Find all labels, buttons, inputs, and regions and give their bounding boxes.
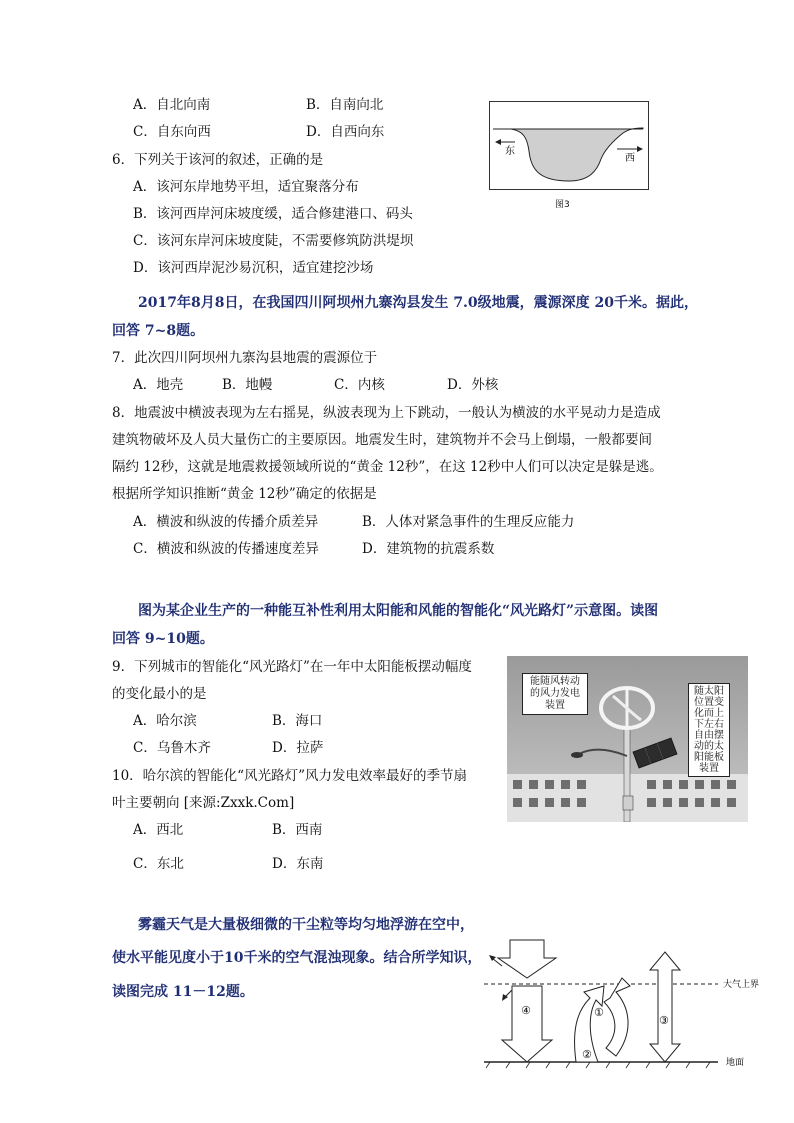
q7-option-c: C．内核 bbox=[334, 377, 385, 393]
q6-option-d: D．该河西岸泥沙易沉积，适宜建挖沙场 bbox=[133, 260, 374, 276]
intro-lamp-line2: 回答 9~10题。 bbox=[112, 631, 214, 647]
q8-option-d: D．建筑物的抗震系数 bbox=[362, 541, 495, 557]
marker-1: ① bbox=[594, 1006, 604, 1019]
q5-option-d: D．自西向东 bbox=[306, 124, 385, 140]
q8-option-c: C．横波和纵波的传播速度差异 bbox=[133, 541, 319, 557]
east-label: 东 bbox=[505, 146, 515, 157]
q8-line4: 根据所学知识推断“黄金 12秒”确定的依据是 bbox=[112, 486, 377, 502]
q9-line1: 9．下列城市的智能化“风光路灯”在一年中太阳能板摆动幅度 bbox=[112, 659, 472, 675]
ground-label: 地面 bbox=[726, 1058, 745, 1068]
q8-line1: 8．地震波中横波表现为左右摇晃，纵波表现为上下跳动，一般认为横波的水平晃动力是造成 bbox=[112, 405, 661, 421]
q10-option-a: A．西北 bbox=[133, 822, 184, 838]
marker-2: ② bbox=[582, 1048, 592, 1061]
q9-option-d: D．拉萨 bbox=[272, 740, 324, 756]
q7-option-a: A．地壳 bbox=[133, 377, 184, 393]
q6-stem: 6．下列关于该河的叙述，正确的是 bbox=[112, 152, 324, 168]
q9-option-b: B．海口 bbox=[272, 713, 323, 729]
q6-option-c: C．该河东岸河床坡度陡，不需要修筑防洪堤坝 bbox=[133, 233, 414, 249]
q5-option-a: A．自北向南 bbox=[133, 97, 211, 113]
atmosphere-radiation-diagram bbox=[480, 936, 760, 1072]
upper-boundary-label: 大气上界 bbox=[723, 980, 760, 990]
intro-haze-line2: 使水平能见度小于10千米的空气混浊现象。结合所学知识， bbox=[112, 950, 482, 966]
wind-turbine-label: 能随风转动的风力发电装置 bbox=[522, 673, 588, 715]
q9-option-c: C．乌鲁木齐 bbox=[133, 740, 211, 756]
q10-option-b: B．西南 bbox=[272, 822, 323, 838]
q8-line3: 隔约 12秒，这就是地震救援领域所说的“黄金 12秒”，在这 12秒中人们可以决定是躲是逃。 bbox=[112, 459, 663, 475]
intro-lamp-line1: 图为某企业生产的一种能互补性利用太阳能和风能的智能化“风光路灯”示意图。读图 bbox=[138, 603, 659, 619]
q10-line1: 10．哈尔滨的智能化“风光路灯”风力发电效率最好的季节扇 bbox=[112, 768, 467, 784]
q8-option-b: B．人体对紧急事件的生理反应能力 bbox=[362, 514, 575, 530]
intro-quake-line1: 2017年8月8日，在我国四川阿坝州九寨沟县发生 7.0级地震，震源深度 20千米。据此， bbox=[138, 295, 699, 311]
solar-panel-label: 随太阳位置变化而上下左右自由摆动的太阳能板装置 bbox=[688, 683, 730, 777]
q6-option-b: B．该河西岸河床坡度缓，适合修建港口、码头 bbox=[133, 206, 413, 222]
q10-option-d: D．东南 bbox=[272, 856, 324, 872]
q5-option-c: C．自东向西 bbox=[133, 124, 211, 140]
figure-3-caption: 图3 bbox=[555, 200, 570, 210]
q9-option-a: A．哈尔滨 bbox=[133, 713, 197, 729]
q9-line2: 的变化最小的是 bbox=[112, 686, 207, 702]
q5-option-b: B．自南向北 bbox=[306, 97, 384, 113]
q10-option-c: C．东北 bbox=[133, 856, 184, 872]
marker-3: ③ bbox=[659, 1014, 669, 1027]
q7-stem: 7．此次四川阿坝州九寨沟县地震的震源位于 bbox=[112, 350, 378, 366]
q7-option-d: D．外核 bbox=[447, 377, 499, 393]
q6-option-a: A．该河东岸地势平坦，适宜聚落分布 bbox=[133, 179, 359, 195]
q10-line2: 叶主要朝向 [来源:Zxxk.Com] bbox=[112, 795, 295, 811]
figure-3-river-cross-section bbox=[489, 101, 649, 191]
intro-quake-line2: 回答 7~8题。 bbox=[112, 323, 205, 339]
intro-haze-line1: 雾霾天气是大量极细微的干尘粒等均匀地浮游在空中， bbox=[138, 917, 474, 933]
q8-option-a: A．横波和纵波的传播介质差异 bbox=[133, 514, 319, 530]
intro-haze-line3: 读图完成 11－12题。 bbox=[112, 984, 254, 1000]
marker-4: ④ bbox=[521, 1004, 531, 1017]
west-label: 西 bbox=[625, 153, 635, 164]
q7-option-b: B．地幔 bbox=[222, 377, 273, 393]
q8-line2: 建筑物破坏及人员大量伤亡的主要原因。地震发生时，建筑物并不会马上倒塌，一般都要间 bbox=[112, 432, 652, 448]
